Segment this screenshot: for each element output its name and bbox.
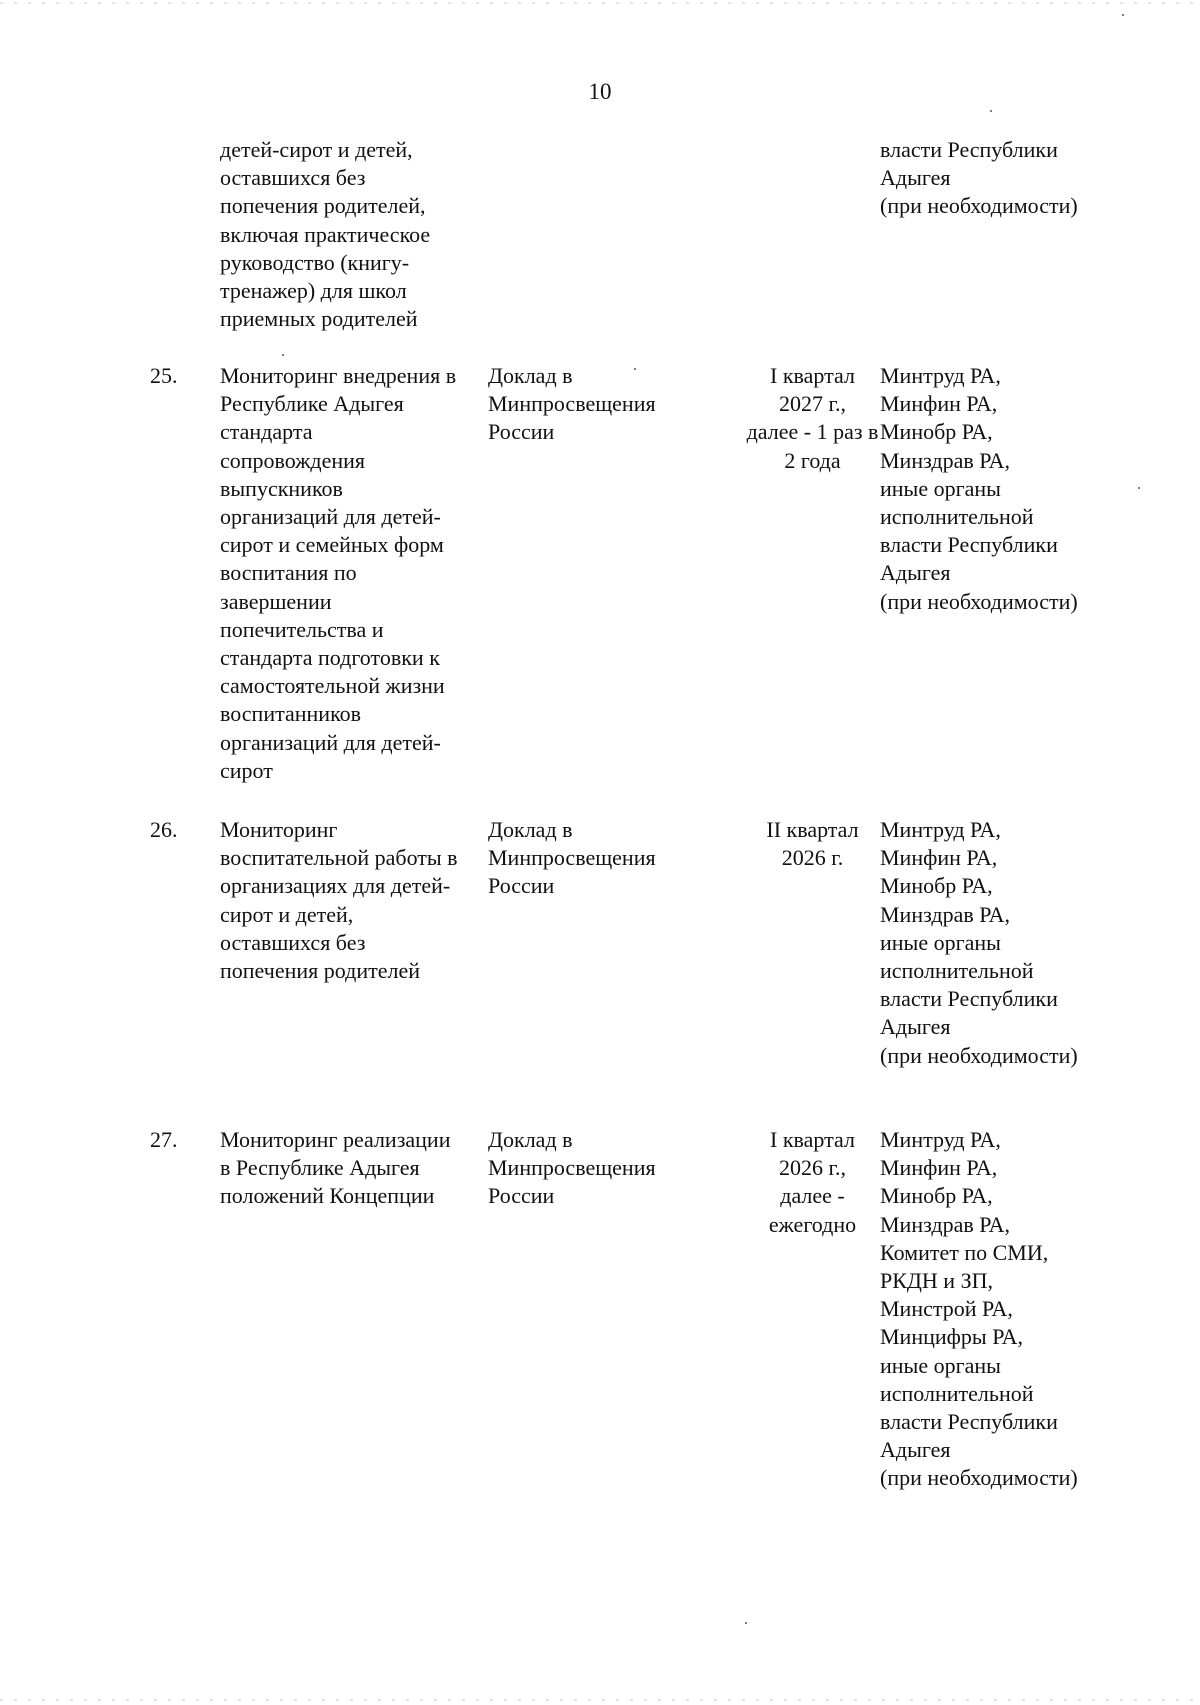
row-report-form (488, 1126, 688, 1211)
text-line: 2026 г., (778, 1155, 847, 1181)
text-line: Комитет по СМИ, (880, 1239, 1049, 1265)
text-line: Адыгея (880, 165, 951, 191)
text-line: власти Республики (880, 137, 1058, 162)
text-line: РКДН и ЗП, (880, 1268, 993, 1294)
text-line: Минцифры РА, (880, 1324, 1023, 1350)
text-line: (при необходимости) (880, 1042, 1078, 1068)
row-term (725, 1126, 900, 1239)
text-line: (при необходимости) (880, 1465, 1078, 1491)
text-line: включая практическое (220, 221, 431, 247)
text-line: тренажер) для школ (220, 278, 407, 304)
text-line: стандарта (220, 419, 313, 445)
text-line: Минтруд РА, (880, 1127, 1001, 1152)
text-line: I квартал (770, 1127, 855, 1152)
row-executors (880, 816, 1110, 1070)
row-report-form (488, 362, 688, 447)
scan-speck (745, 1622, 747, 1624)
text-line: Мониторинг реализации (220, 1127, 451, 1152)
text-line: (при необходимости) (880, 193, 1078, 219)
row-executors (880, 1126, 1110, 1493)
text-line: организациях для детей- (220, 873, 451, 899)
text-line: положений Концепции (220, 1183, 435, 1209)
text-line: Минобр РА, (880, 419, 993, 445)
text-line: 2026 г. (781, 845, 844, 871)
text-line: Доклад в (488, 817, 573, 842)
text-line: России (488, 419, 555, 445)
text-line: детей-сирот и детей, (220, 137, 413, 162)
text-line: воспитанников (220, 701, 362, 727)
text-line: Минфин РА, (880, 1155, 998, 1181)
text-line: иные органы (880, 1352, 1001, 1378)
row-term (725, 816, 900, 872)
continuation-name (220, 136, 490, 333)
text-line: Адыгея (880, 560, 951, 586)
text-line: Минздрав РА, (880, 901, 1011, 927)
text-line: ежегодно (768, 1211, 857, 1237)
text-line: сирот (220, 757, 273, 783)
text-line: попечения родителей (220, 958, 420, 984)
row-name (220, 816, 490, 985)
text-line: завершении (220, 588, 332, 614)
text-line: Минтруд РА, (880, 817, 1001, 842)
text-line: далее - 1 раз в (746, 419, 879, 445)
text-line: Минздрав РА, (880, 1211, 1011, 1237)
text-line: власти Республики (880, 986, 1058, 1012)
text-line: исполнительной (880, 958, 1034, 984)
text-line: организаций для детей- (220, 729, 441, 755)
text-line: иные органы (880, 475, 1001, 501)
text-line: Мониторинг (220, 817, 338, 842)
page-number: 10 (588, 79, 612, 104)
scan-bottom-edge (0, 1699, 1200, 1701)
text-line: в Республике Адыгея (220, 1155, 420, 1181)
text-line: Минобр РА, (880, 873, 993, 899)
text-line: организаций для детей- (220, 504, 441, 530)
text-line: стандарта подготовки к (220, 645, 440, 671)
scan-top-edge (0, 2, 1200, 4)
text-line: Доклад в (488, 1127, 573, 1152)
text-line: выпускников (220, 475, 343, 501)
text-line: далее - (780, 1183, 845, 1209)
text-line: Мониторинг внедрения в (220, 363, 457, 388)
text-line: власти Республики (880, 1409, 1058, 1435)
row-name (220, 1126, 490, 1211)
text-line: иные органы (880, 929, 1001, 955)
text-line: оставшихся без (220, 165, 366, 191)
text-line: сирот и семейных форм (220, 532, 444, 558)
text-line: (при необходимости) (880, 588, 1078, 614)
row-report-form (488, 816, 688, 901)
text-line: Минпросвещения (488, 1155, 656, 1181)
text-line: Республике Адыгея (220, 391, 404, 417)
scan-speck (282, 354, 284, 356)
row-number: 27. (150, 1127, 178, 1152)
text-line: России (488, 873, 555, 899)
row-number: 26. (150, 817, 178, 842)
row-number: 25. (150, 363, 178, 388)
text-line: 2027 г., (778, 391, 847, 417)
continuation-executors (880, 136, 1110, 221)
text-line: Доклад в (488, 363, 573, 388)
row-executors (880, 362, 1110, 616)
scan-speck (1138, 487, 1140, 489)
text-line: II квартал (766, 817, 859, 842)
text-line: оставшихся без (220, 929, 366, 955)
row-term (725, 362, 900, 475)
text-line: Минпросвещения (488, 391, 656, 417)
text-line: Адыгея (880, 1014, 951, 1040)
text-line: попечительства и (220, 616, 384, 642)
text-line: руководство (книгу- (220, 249, 410, 275)
text-line: Минобр РА, (880, 1183, 993, 1209)
text-line: воспитательной работы в (220, 845, 458, 871)
text-line: сопровождения (220, 447, 366, 473)
scan-speck (1122, 14, 1124, 16)
text-line: Адыгея (880, 1437, 951, 1463)
text-line: Минздрав РА, (880, 447, 1011, 473)
text-line: Минфин РА, (880, 391, 998, 417)
text-line: 2 года (784, 447, 841, 473)
text-line: Минпросвещения (488, 845, 656, 871)
text-line: исполнительной (880, 504, 1034, 530)
text-line: I квартал (770, 363, 855, 388)
scan-speck (990, 110, 992, 112)
text-line: Минтруд РА, (880, 363, 1001, 388)
text-line: самостоятельной жизни (220, 673, 445, 699)
row-name (220, 362, 490, 785)
text-line: России (488, 1183, 555, 1209)
text-line: воспитания по (220, 560, 357, 586)
text-line: попечения родителей, (220, 193, 426, 219)
text-line: власти Республики (880, 532, 1058, 558)
text-line: приемных родителей (220, 306, 418, 332)
text-line: Минфин РА, (880, 845, 998, 871)
text-line: Минстрой РА, (880, 1296, 1013, 1322)
text-line: сирот и детей, (220, 901, 354, 927)
text-line: исполнительной (880, 1380, 1034, 1406)
